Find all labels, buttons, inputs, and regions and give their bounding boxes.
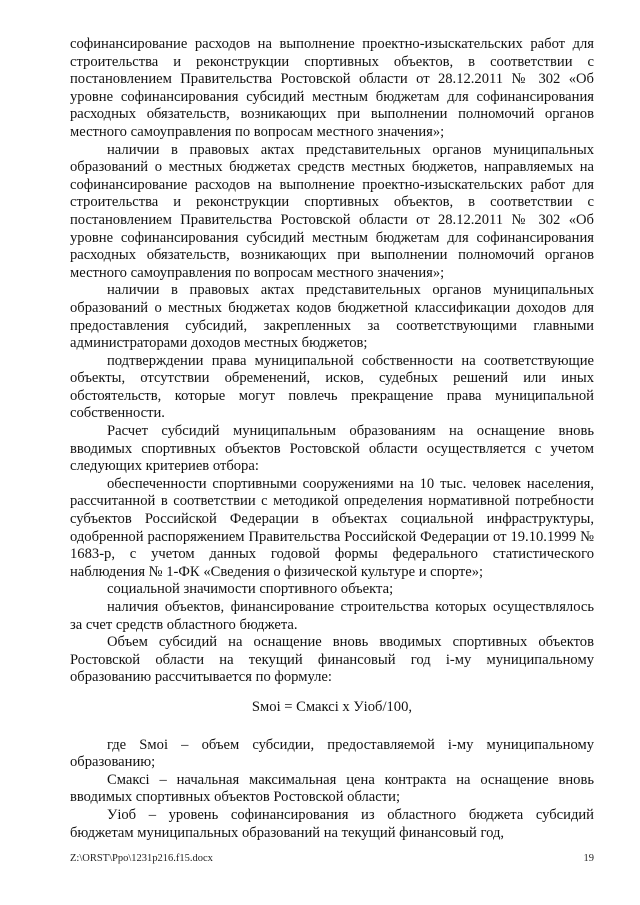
paragraph: наличия объектов, финансирование строительства которых осуществлялось за счет средств областного бюджета. <box>70 599 594 633</box>
formula: Sмoi = Смаксi х Уioб/100, <box>251 698 413 715</box>
paragraph: софинансирование расходов на выполнение проектно-изыскательских работ для строительства и реконструкции спортивных объектов, в соответствии с постановлением Правительства Ростовской области от 28.12.2011 № 302 «Об уровне софинансирования субсидий местным бюджетам для софинансирования расходных обязательств, возникающих при выполнении полномочий органов местного самоуправления по вопросам местного значения»; <box>70 36 594 140</box>
paragraph: Расчет субсидий муниципальным образованиям на оснащение вновь вводимых спортивных объектов Ростовской области осуществляется с учетом следующих критериев отбора: <box>70 423 594 475</box>
paragraph: наличии в правовых актах представительных органов муниципальных образований о местных бюджетах кодов бюджетной классификации доходов для предоставления субсидий, закрепленных за соответствующими главными администраторами доходов местных бюджетов; <box>70 282 594 352</box>
paragraph: Уioб – уровень софинансирования из областного бюджета субсидий бюджетам муниципальных образований на текущий финансовый год, <box>70 806 594 841</box>
paragraph: обеспеченности спортивными сооружениями на 10 тыс. человек населения, рассчитанной в соответствии с методикой определения нормативной потребности субъектов Российской Федерации в объектах социальной инфраструктуры, одобренной распоряжением Правительства Российской Федерации от 19.10.1999 № 1683-р, с учетом данных годовой формы федерального статистического наблюдения № 1-ФК «Сведения о физической культуре и спорте»; <box>70 475 594 580</box>
document-page <box>70 36 594 842</box>
paragraph: Объем субсидий на оснащение вновь вводимых спортивных объектов Ростовской области на текущий финансовый год i-му муниципальному образованию рассчитывается по формуле: <box>70 634 594 686</box>
paragraph: подтверждении права муниципальной собственности на соответствующие объекты, отсутствии обременений, исков, судебных решений или иных обстоятельств, которые могут повлечь прекращение права муниципальной собственности. <box>70 352 594 422</box>
paragraph: социальной значимости спортивного объекта; <box>107 581 394 598</box>
paragraph: наличии в правовых актах представительных органов муниципальных образований о местных бюджетах средств местных бюджетов, направляемых на софинансирование расходов на выполнение проектно-изыскательских работ для строительства и реконструкции спортивных объектов, в соответствии с постановлением Правительства Ростовской области от 28.12.2011 № 302 «Об уровне софинансирования субсидий местным бюджетам для софинансирования расходных обязательств, возникающих при выполнении полномочий органов местного самоуправления по вопросам местного значения»; <box>70 141 594 281</box>
page-footer <box>70 853 594 864</box>
paragraph: где Sмoi – объем субсидии, предоставляемой i-му муниципальному образованию; <box>70 736 594 771</box>
page-number: 19 <box>583 853 594 864</box>
file-path: Z:\ORST\Ppo\1231p216.f15.docx <box>70 853 213 864</box>
paragraph: Смаксi – начальная максимальная цена контракта на оснащение вновь вводимых спортивных объектов Ростовской области; <box>70 771 594 806</box>
